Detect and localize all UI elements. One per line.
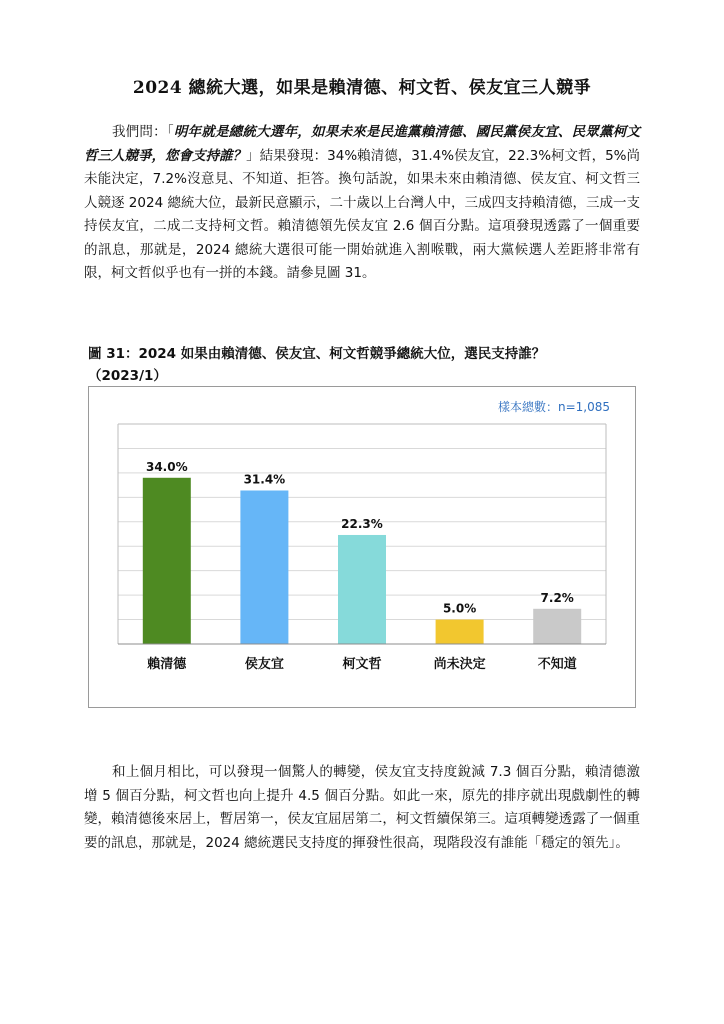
- figure-caption-title: 圖 31：2024 如果由賴清德、侯友宜、柯文哲競爭總統大位，選民支持誰？: [88, 346, 546, 362]
- bar-5: [533, 609, 581, 644]
- data-label-2: 31.4%: [243, 472, 286, 487]
- data-label-5: 7.2%: [540, 590, 574, 605]
- category-label-3: 柯文哲: [342, 657, 382, 672]
- bar-1: [143, 478, 191, 644]
- category-label-1: 賴清德: [147, 657, 187, 672]
- bar-chart: [88, 386, 636, 708]
- figure-caption: [88, 343, 648, 387]
- bar-4: [436, 620, 484, 644]
- category-label-4: 尚未決定: [433, 657, 486, 672]
- data-label-1: 34.0%: [145, 459, 188, 474]
- bar-2: [240, 490, 288, 644]
- para1-body: 結果發現：34%賴清德，31.4%侯友宜，22.3%柯文哲，5%尚未能決定，7.2%沒意見、不知道、拒答。換句話說，如果未來由賴清德、侯友宜、柯文哲三人競逐 2024 總統大位，最新民意顯示，二十歲以上台灣人中，三成四支持賴清德，三成一支持侯友宜，二成二支持柯文哲。賴清德領先侯友宜 2.6 個百分點。這項發現透露了一個重要的訊息，那就是，2024 總統大選很可能一開始就進入割喉戰，兩大黨候選人差距將非常有限，柯文哲似乎也有一拼的本錢。請參見圖 31。: [84, 147, 641, 281]
- para1-intro: 我們問：「: [112, 124, 174, 140]
- data-label-3: 22.3%: [341, 516, 383, 531]
- sample-size-note: 樣本總數：n=1,085: [497, 400, 610, 414]
- category-label-5: 不知道: [537, 657, 577, 672]
- bar-3: [338, 535, 386, 644]
- paragraph-1: [84, 121, 640, 286]
- paragraph-2: 和上個月相比，可以發現一個驚人的轉變，侯友宜支持度銳減 7.3 個百分點，賴清德激增 5 個百分點，柯文哲也向上提升 4.5 個百分點。如此一來，原先的排序就出現戲劇性的轉變，賴清德後來居上，暫居第一，侯友宜屈居第二，柯文哲續保第三。這項轉變透露了一個重要的訊息，那就是，2024 總統選民支持度的揮發性很高，現階段沒有誰能「穩定的領先」。: [84, 764, 640, 851]
- category-label-2: 侯友宜: [244, 657, 284, 672]
- para1-close: 」: [246, 147, 260, 164]
- survey-question: 明年就是總統大選年，如果未來是民進黨賴清德、國民黨侯友宜、民眾黨柯文哲三人競爭，您會支持誰？: [84, 124, 641, 164]
- document-title: 2024 總統大選，如果是賴清德、柯文哲、侯友宜三人競爭: [132, 78, 592, 98]
- figure-caption-date: （2023/1）: [88, 368, 167, 384]
- data-label-4: 5.0%: [442, 601, 477, 616]
